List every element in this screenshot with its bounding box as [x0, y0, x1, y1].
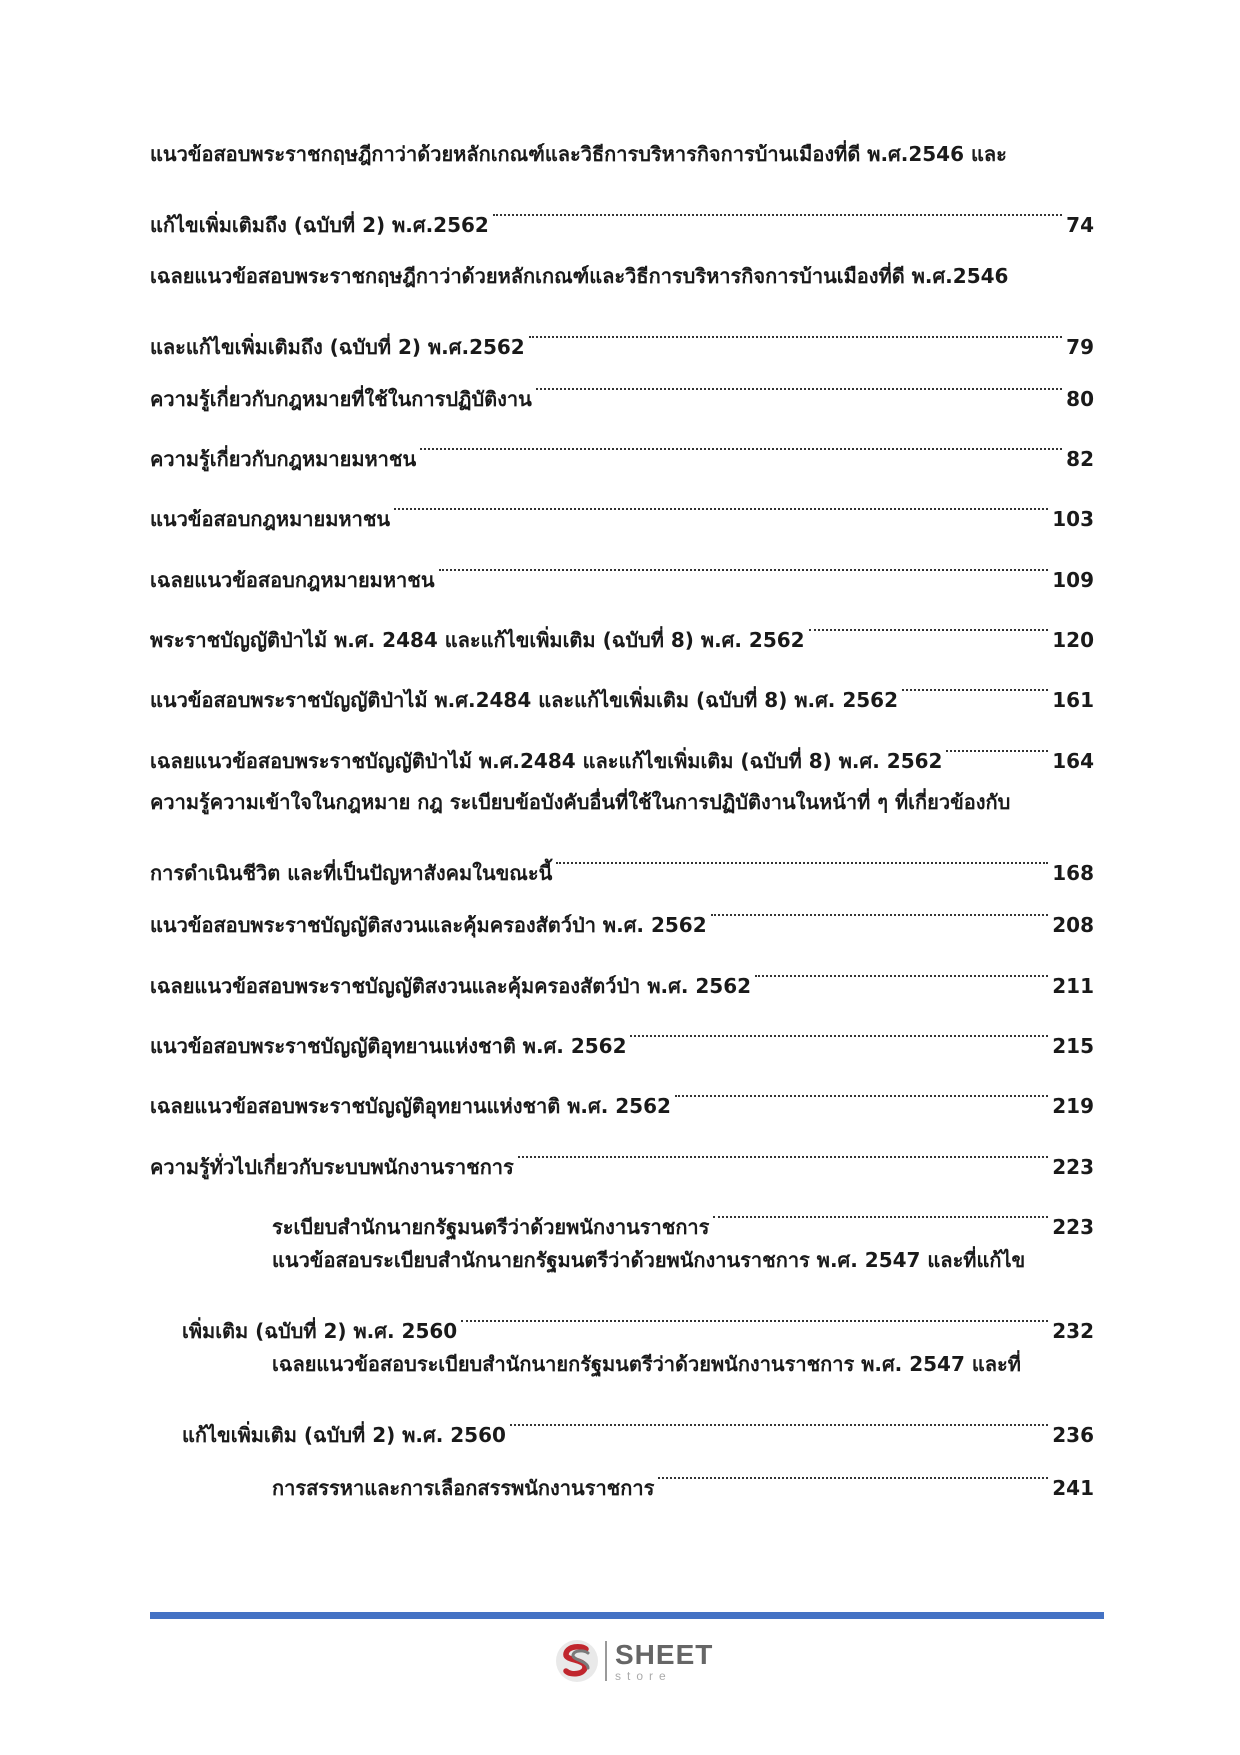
toc-subentry[interactable] — [150, 1234, 1094, 1343]
dot-leader — [755, 941, 1048, 993]
toc-entry[interactable] — [150, 474, 1094, 531]
toc-page-number: 164 — [1052, 749, 1094, 773]
dot-leader — [529, 302, 1062, 354]
logo-text — [615, 1638, 714, 1683]
dot-leader — [461, 1286, 1048, 1338]
toc-entry[interactable] — [150, 414, 1094, 471]
toc-entry-title: เฉลยแนวข้อสอบพระราชกฤษฎีกาว่าด้วยหลักเกณฑ์และวิธีการบริหารกิจการบ้านเมืองที่ดี พ.ศ.2546 — [150, 264, 1009, 288]
toc-entry-title-cont: และแก้ไขเพิ่มเติมถึง (ฉบับที่ 2) พ.ศ.2562 — [150, 335, 525, 359]
toc-subentry[interactable] — [150, 1443, 1094, 1500]
toc-entry[interactable] — [150, 128, 1094, 237]
toc-page-number: 161 — [1052, 688, 1094, 712]
toc-page-number: 80 — [1066, 387, 1094, 411]
toc-page-number: 79 — [1066, 335, 1094, 359]
toc-entry[interactable] — [150, 1061, 1094, 1118]
dot-leader — [711, 880, 1049, 932]
toc-page-number: 208 — [1052, 913, 1094, 937]
logo-sub-text: store — [615, 1668, 672, 1683]
toc-page-number: 223 — [1052, 1155, 1094, 1179]
dot-leader — [394, 474, 1048, 526]
dot-leader — [510, 1390, 1048, 1442]
toc-page-number: 241 — [1052, 1476, 1094, 1500]
toc-entry-title: เฉลยแนวข้อสอบพระราชบัญญัติป่าไม้ พ.ศ.2484 และแก้ไขเพิ่มเติม (ฉบับที่ 8) พ.ศ. 2562 — [150, 749, 943, 773]
toc-entry-title: ความรู้ความเข้าใจในกฎหมาย กฎ ระเบียบข้อบังคับอื่นที่ใช้ในการปฏิบัติงานในหน้าที่ ๆ ที่เกี่ยวข้องกับ — [150, 790, 1011, 814]
toc-subentry[interactable] — [150, 1182, 1094, 1239]
toc-entry[interactable] — [150, 716, 1094, 773]
toc-entry-title: ความรู้เกี่ยวกับกฎหมายที่ใช้ในการปฏิบัติงาน — [150, 387, 532, 411]
toc-entry-title: ระเบียบสำนักนายกรัฐมนตรีว่าด้วยพนักงานราชการ — [272, 1215, 710, 1239]
dot-leader — [420, 414, 1062, 466]
dot-leader — [493, 180, 1062, 232]
toc-entry-title: เฉลยแนวข้อสอบระเบียบสำนักนายกรัฐมนตรีว่าด้วยพนักงานราชการ พ.ศ. 2547 และที่ — [272, 1352, 1021, 1376]
dot-leader — [556, 828, 1048, 880]
toc-page-number: 215 — [1052, 1034, 1094, 1058]
dot-leader — [809, 595, 1049, 647]
toc-entry[interactable] — [150, 595, 1094, 652]
toc-entry[interactable] — [150, 354, 1094, 411]
toc-entry[interactable] — [150, 1122, 1094, 1179]
toc-page-number: 211 — [1052, 974, 1094, 998]
toc-entry-title: เฉลยแนวข้อสอบพระราชบัญญัติอุทยานแห่งชาติ พ.ศ. 2562 — [150, 1094, 671, 1118]
dot-leader — [713, 1182, 1048, 1234]
toc-entry-title: แนวข้อสอบพระราชกฤษฎีกาว่าด้วยหลักเกณฑ์และวิธีการบริหารกิจการบ้านเมืองที่ดี พ.ศ.2546 และ — [150, 142, 1007, 166]
toc-entry-title: พระราชบัญญัติป่าไม้ พ.ศ. 2484 และแก้ไขเพิ่มเติม (ฉบับที่ 8) พ.ศ. 2562 — [150, 628, 805, 652]
toc-entry[interactable] — [150, 535, 1094, 592]
toc-entry-title: เฉลยแนวข้อสอบพระราชบัญญัติสงวนและคุ้มครองสัตว์ป่า พ.ศ. 2562 — [150, 974, 752, 998]
toc-entry[interactable] — [150, 655, 1094, 712]
toc-entry-title: แนวข้อสอบกฎหมายมหาชน — [150, 507, 391, 531]
toc-page-number: 103 — [1052, 507, 1094, 531]
toc-entry-title: เฉลยแนวข้อสอบกฎหมายมหาชน — [150, 568, 435, 592]
toc-entry-title: แนวข้อสอบพระราชบัญญัติสงวนและคุ้มครองสัตว์ป่า พ.ศ. 2562 — [150, 913, 707, 937]
dot-leader — [536, 354, 1062, 406]
toc-page-number: 168 — [1052, 861, 1094, 885]
toc-entry-title: แนวข้อสอบพระราชบัญญัติอุทยานแห่งชาติ พ.ศ. 2562 — [150, 1034, 627, 1058]
dot-leader — [902, 655, 1048, 707]
toc-entry[interactable] — [150, 1001, 1094, 1058]
sheet-store-logo — [555, 1636, 715, 1686]
toc-entry-title: ความรู้เกี่ยวกับกฎหมายมหาชน — [150, 447, 417, 471]
toc-entry-title-cont: แก้ไขเพิ่มเติม (ฉบับที่ 2) พ.ศ. 2560 — [182, 1423, 506, 1447]
toc-page-number: 223 — [1052, 1215, 1094, 1239]
toc-entry-title: ความรู้ทั่วไปเกี่ยวกับระบบพนักงานราชการ — [150, 1155, 514, 1179]
logo-s-icon — [555, 1639, 599, 1683]
toc-page-number: 236 — [1052, 1423, 1094, 1447]
dot-leader — [658, 1443, 1048, 1495]
toc-page-number: 120 — [1052, 628, 1094, 652]
toc-entry-title: แนวข้อสอบพระราชบัญญัติป่าไม้ พ.ศ.2484 และแก้ไขเพิ่มเติม (ฉบับที่ 8) พ.ศ. 2562 — [150, 688, 899, 712]
toc-entry[interactable] — [150, 250, 1094, 359]
toc-entry-title: การสรรหาและการเลือกสรรพนักงานราชการ — [272, 1476, 655, 1500]
toc-entry-title: แนวข้อสอบระเบียบสำนักนายกรัฐมนตรีว่าด้วยพนักงานราชการ พ.ศ. 2547 และที่แก้ไข — [272, 1248, 1026, 1272]
toc-entry-title-cont: แก้ไขเพิ่มเติมถึง (ฉบับที่ 2) พ.ศ.2562 — [150, 213, 489, 237]
toc-page-number: 74 — [1066, 213, 1094, 237]
dot-leader — [439, 535, 1049, 587]
dot-leader — [675, 1061, 1048, 1113]
toc-subentry[interactable] — [150, 1338, 1094, 1447]
dot-leader — [630, 1001, 1048, 1053]
logo-separator — [605, 1641, 607, 1681]
toc-entry[interactable] — [150, 941, 1094, 998]
toc-entry-title-cont: การดำเนินชีวิต และที่เป็นปัญหาสังคมในขณะนี้ — [150, 861, 553, 885]
toc-entry-title-cont: เพิ่มเติม (ฉบับที่ 2) พ.ศ. 2560 — [182, 1319, 458, 1343]
dot-leader — [518, 1122, 1048, 1174]
toc-entry[interactable] — [150, 776, 1094, 885]
footer-divider — [150, 1612, 1104, 1619]
dot-leader — [946, 716, 1048, 768]
toc-page-number: 219 — [1052, 1094, 1094, 1118]
toc-page-number: 232 — [1052, 1319, 1094, 1343]
toc-page-number: 109 — [1052, 568, 1094, 592]
logo-main-text: SHEET — [615, 1638, 714, 1670]
toc-entry[interactable] — [150, 880, 1094, 937]
toc-page-number: 82 — [1066, 447, 1094, 471]
